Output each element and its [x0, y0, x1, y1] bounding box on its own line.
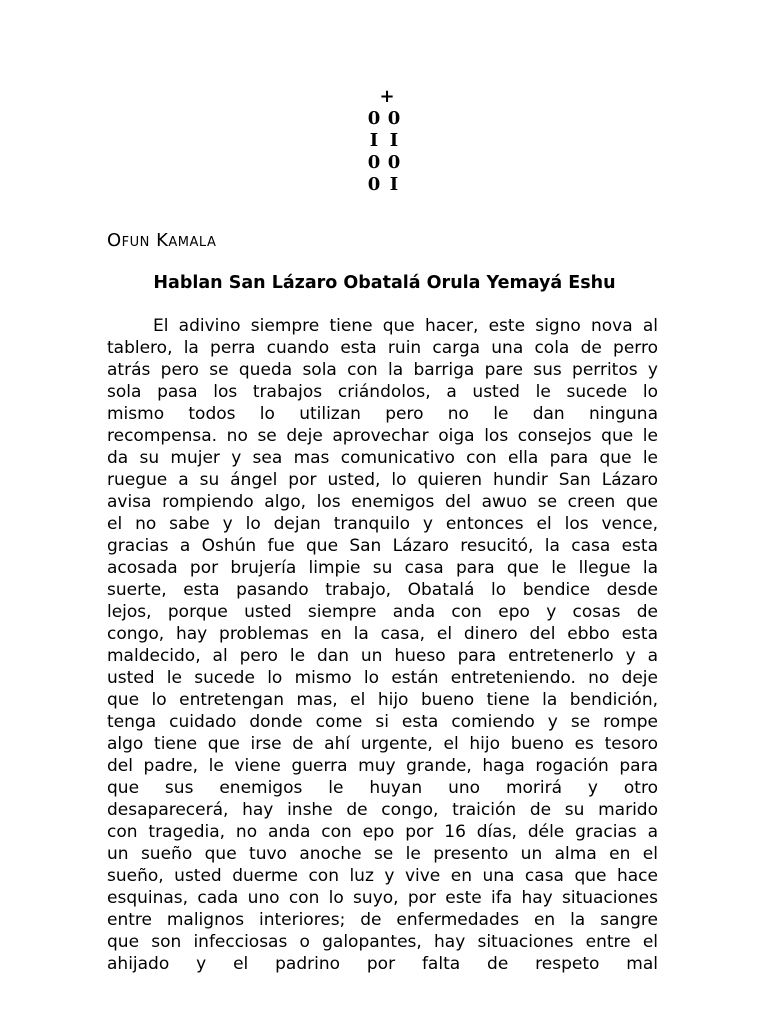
- paragraph-line: con tragedia, no anda con epo por 16 días, déle gracias a: [107, 822, 658, 842]
- odu-name-title: Ofun Kamala: [107, 230, 217, 251]
- paragraph-line: ruegue a su ángel por usted, lo quieren hundir San Lázaro: [107, 470, 658, 490]
- sign-mark-left: 0: [367, 174, 381, 195]
- paragraph-line: lejos, porque usted siempre anda con epo y cosas de: [107, 602, 658, 622]
- paragraph-line: congo, hay problemas en la casa, el dinero del ebbo esta: [107, 624, 658, 644]
- paragraph-line: que sus enemigos le huyan uno morirá y otro: [107, 778, 658, 798]
- sign-row: [360, 152, 408, 174]
- paragraph-line: atrás pero se queda sola con la barriga pare sus perritos y: [107, 360, 658, 380]
- sign-plus-mark: +: [379, 86, 395, 107]
- paragraph-line: recompensa. no se deje aprovechar oiga los consejos que le: [107, 426, 658, 446]
- paragraph-line: mismo todos lo utilizan pero no le dan ninguna: [107, 404, 658, 424]
- paragraph-line: desaparecerá, hay inshe de congo, traición de su marido: [107, 800, 658, 820]
- paragraph-line: del padre, le viene guerra muy grande, haga rogación para: [107, 756, 658, 776]
- sign-mark-right: 0: [387, 152, 401, 173]
- paragraph-line: entre malignos interiores; de enfermedades en la sangre: [107, 910, 658, 930]
- sign-row: [360, 174, 408, 196]
- sign-mark-right: I: [389, 130, 399, 151]
- paragraph-line: sola pasa los trabajos criándolos, a usted le sucede lo: [107, 382, 658, 402]
- paragraph-line: que son infecciosas o galopantes, hay situaciones entre el: [107, 932, 658, 952]
- paragraph-line: tablero, la perra cuando esta ruin carga una cola de perro: [107, 338, 658, 358]
- paragraph-line: da su mujer y sea mas comunicativo con ella para que le: [107, 448, 658, 468]
- sign-mark-left: 0: [367, 108, 381, 129]
- paragraph-line: tenga cuidado donde come si esta comiendo y se rompe: [107, 712, 658, 732]
- paragraph-line: un sueño que tuvo anoche se le presento un alma en el: [107, 844, 658, 864]
- paragraph-line: que lo entretengan mas, el hijo bueno tiene la bendición,: [107, 690, 658, 710]
- paragraph-line: gracias a Oshún fue que San Lázaro resucitó, la casa esta: [107, 536, 658, 556]
- paragraph-line: esquinas, cada uno con lo suyo, por este ifa hay situaciones: [107, 888, 658, 908]
- paragraph-line: sueño, usted duerme con luz y vive en una casa que hace: [107, 866, 658, 886]
- paragraph-line: ahijado y el padrino por falta de respeto mal: [107, 954, 658, 974]
- sign-mark-right: 0: [387, 108, 401, 129]
- paragraph-line: usted le sucede lo mismo lo están entreteniendo. no deje: [107, 668, 658, 688]
- sign-row: [360, 108, 408, 130]
- body-paragraph: [107, 315, 658, 975]
- paragraph-line: algo tiene que irse de ahí urgente, el hijo bueno es tesoro: [107, 734, 658, 754]
- sign-mark-left: 0: [367, 152, 381, 173]
- paragraph-line: El adivino siempre tiene que hacer, este signo nova al: [153, 316, 658, 336]
- paragraph-line: el no sabe y lo dejan tranquilo y entonces el los vence,: [107, 514, 658, 534]
- sign-row: [360, 130, 408, 152]
- paragraph-line: suerte, esta pasando trabajo, Obatalá lo bendice desde: [107, 580, 658, 600]
- section-heading: Hablan San Lázaro Obatalá Orula Yemayá Eshu: [153, 273, 616, 293]
- sign-mark-left: I: [369, 130, 379, 151]
- paragraph-line: avisa rompiendo algo, los enemigos del awuo se creen que: [107, 492, 658, 512]
- paragraph-line: acosada por brujería limpie su casa para que le llegue la: [107, 558, 658, 578]
- paragraph-line: maldecido, al pero le dan un hueso para entretenerlo y a: [107, 646, 658, 666]
- sign-mark-right: I: [389, 174, 399, 195]
- odu-sign-figure: [360, 86, 408, 196]
